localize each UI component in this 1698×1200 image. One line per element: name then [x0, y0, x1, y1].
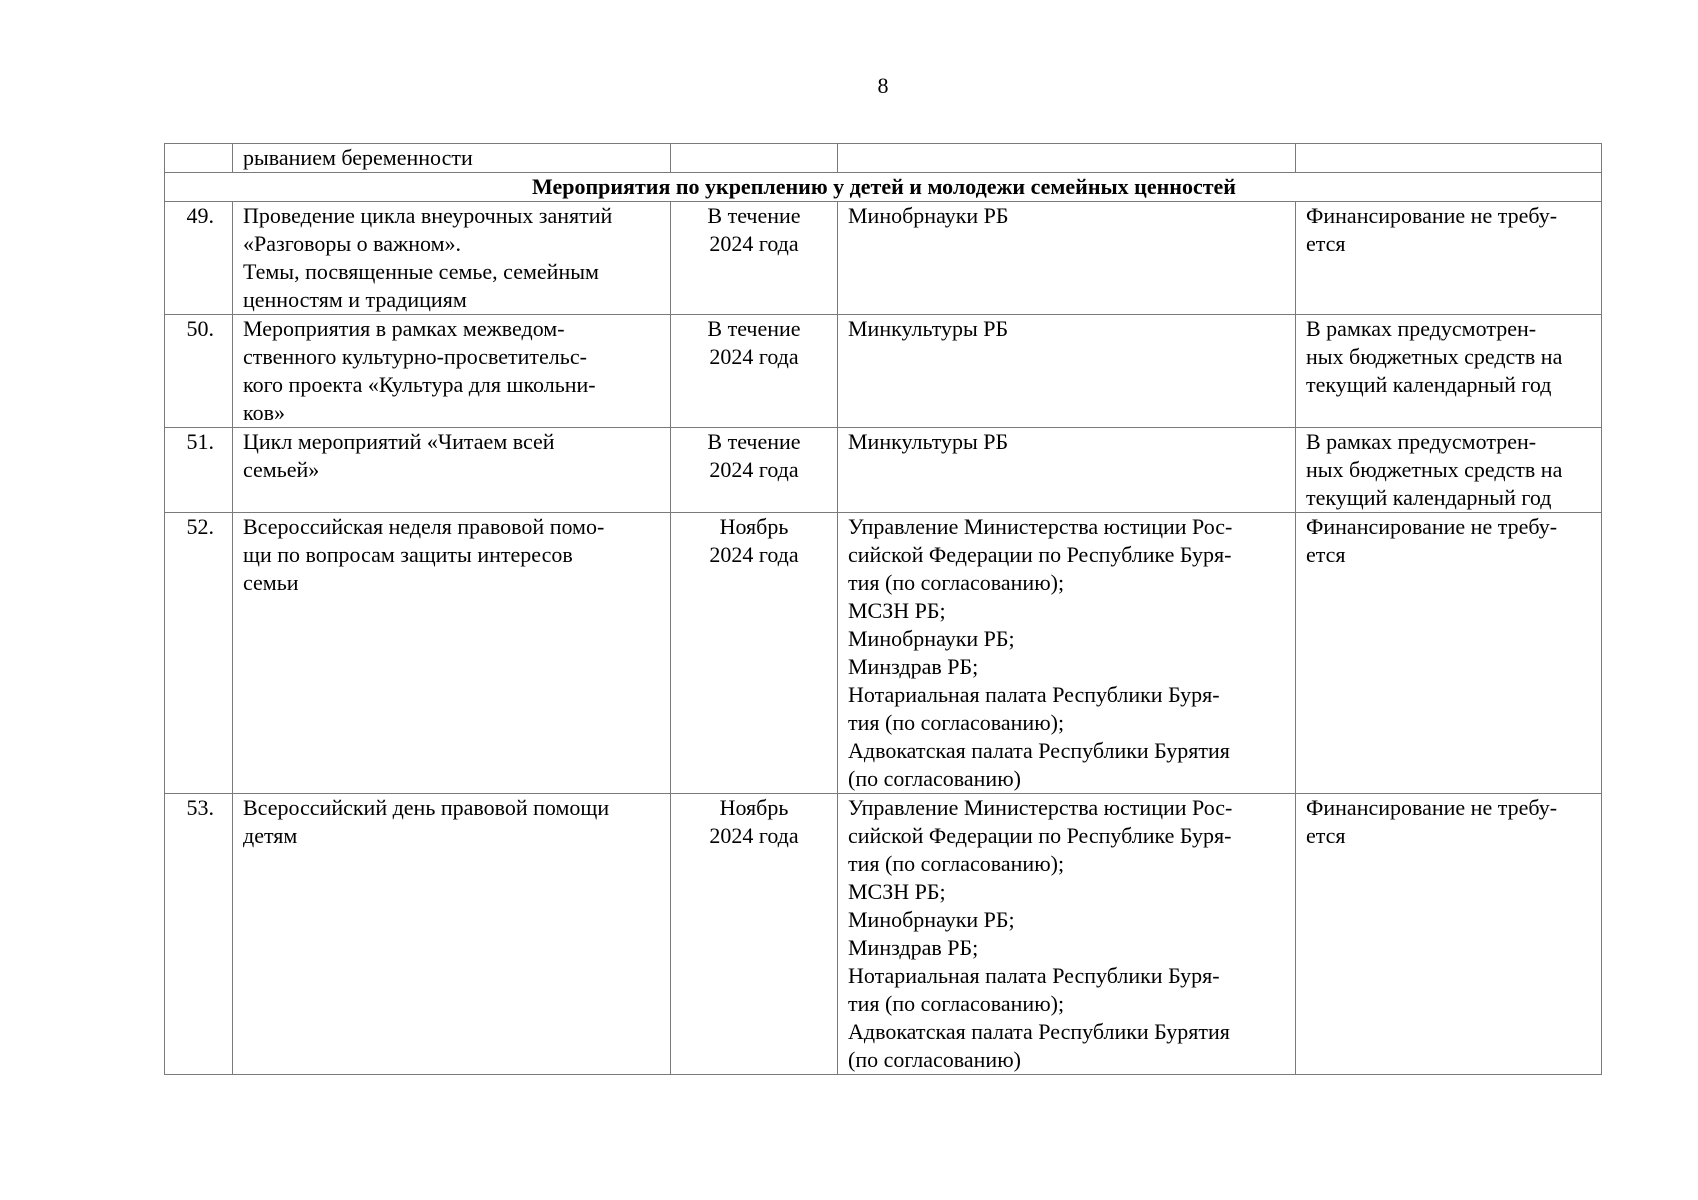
event-responsible-line: МСЗН РБ;: [848, 879, 946, 904]
table-row: [165, 513, 1602, 794]
event-responsible-line: Минкультуры РБ: [848, 429, 1009, 454]
event-term-line: Ноябрь: [719, 514, 789, 539]
event-name-line: семьей»: [243, 457, 320, 482]
event-name-line: семьи: [243, 570, 299, 595]
event-responsible-line: Минобрнауки РБ;: [848, 626, 1015, 651]
event-number: 53.: [165, 794, 233, 1075]
event-number: 51.: [165, 428, 233, 513]
event-name-cell: [233, 315, 671, 428]
event-name-line: детям: [243, 823, 298, 848]
event-responsible-line: сийской Федерации по Республике Буря-: [848, 542, 1232, 567]
event-financing-line: Финансирование не требу-: [1306, 203, 1558, 228]
event-responsible-line: Минобрнауки РБ: [848, 203, 1009, 228]
event-name-line: Темы, посвященные семье, семейным: [243, 259, 599, 284]
event-term-line: Ноябрь: [719, 795, 789, 820]
event-term-cell: [671, 315, 838, 428]
event-financing-line: Финансирование не требу-: [1306, 795, 1558, 820]
event-name-cell: [233, 202, 671, 315]
event-financing-line: текущий календарный год: [1306, 485, 1552, 510]
event-responsible-line: Управление Министерства юстиции Рос-: [848, 514, 1233, 539]
event-financing-line: ных бюджетных средств на: [1306, 344, 1563, 369]
event-responsible-line: Минобрнауки РБ;: [848, 907, 1015, 932]
table-row: [165, 202, 1602, 315]
event-responsible-line: МСЗН РБ;: [848, 598, 946, 623]
event-responsible-line: тия (по согласованию);: [848, 851, 1065, 876]
continuation-resp-cell: [838, 144, 1296, 173]
event-responsible-line: Минздрав РБ;: [848, 935, 979, 960]
event-responsible-line: (по согласованию): [848, 766, 1021, 791]
event-term-line: 2024 года: [709, 542, 799, 567]
event-responsible-line: сийской Федерации по Республике Буря-: [848, 823, 1232, 848]
event-term-cell: [671, 428, 838, 513]
section-header-row: [165, 173, 1602, 202]
event-responsible-line: тия (по согласованию);: [848, 710, 1065, 735]
event-term-line: В течение: [707, 203, 801, 228]
event-name-line: ственного культурно-просветительс-: [243, 344, 587, 369]
continuation-row: [165, 144, 1602, 173]
event-term-cell: [671, 794, 838, 1075]
event-responsible-line: Минкультуры РБ: [848, 316, 1009, 341]
event-name-line: Всероссийский день правовой помощи: [243, 795, 610, 820]
event-financing-cell: [1296, 315, 1602, 428]
event-term-line: 2024 года: [709, 344, 799, 369]
section-title: Мероприятия по укреплению у детей и молодежи семейных ценностей: [165, 173, 1602, 202]
continuation-name-line: рыванием беременности: [243, 145, 473, 170]
event-responsible-cell: [838, 513, 1296, 794]
event-financing-line: ется: [1306, 231, 1346, 256]
event-name-line: ков»: [243, 400, 285, 425]
event-term-line: 2024 года: [709, 823, 799, 848]
event-financing-line: ется: [1306, 542, 1346, 567]
event-name-line: ценностям и традициям: [243, 287, 467, 312]
event-responsible-line: Минздрав РБ;: [848, 654, 979, 679]
event-name-cell: [233, 794, 671, 1075]
events-table-body: [165, 144, 1602, 1075]
event-financing-line: В рамках предусмотрен-: [1306, 316, 1537, 341]
continuation-fin-cell: [1296, 144, 1602, 173]
event-term-cell: [671, 202, 838, 315]
event-number: 49.: [165, 202, 233, 315]
event-name-line: «Разговоры о важном».: [243, 231, 462, 256]
event-financing-cell: [1296, 202, 1602, 315]
continuation-num-cell: [165, 144, 233, 173]
event-name-line: Всероссийская неделя правовой помо-: [243, 514, 605, 539]
event-responsible-line: Адвокатская палата Республики Бурятия: [848, 1019, 1230, 1044]
event-name-cell: [233, 428, 671, 513]
continuation-name-cell: [233, 144, 671, 173]
event-responsible-line: (по согласованию): [848, 1047, 1021, 1072]
event-financing-line: В рамках предусмотрен-: [1306, 429, 1537, 454]
event-responsible-line: Управление Министерства юстиции Рос-: [848, 795, 1233, 820]
event-number: 50.: [165, 315, 233, 428]
table-row: [165, 315, 1602, 428]
event-number: 52.: [165, 513, 233, 794]
event-name-line: щи по вопросам защиты интересов: [243, 542, 573, 567]
event-financing-line: Финансирование не требу-: [1306, 514, 1558, 539]
event-responsible-line: Адвокатская палата Республики Бурятия: [848, 738, 1230, 763]
event-name-cell: [233, 513, 671, 794]
page-number: 8: [877, 73, 889, 98]
event-responsible-cell: [838, 315, 1296, 428]
event-term-line: В течение: [707, 429, 801, 454]
event-term-line: 2024 года: [709, 231, 799, 256]
table-row: [165, 794, 1602, 1075]
event-responsible-line: тия (по согласованию);: [848, 991, 1065, 1016]
event-name-line: Мероприятия в рамках межведом-: [243, 316, 565, 341]
event-financing-line: ется: [1306, 823, 1346, 848]
event-financing-cell: [1296, 794, 1602, 1075]
event-responsible-line: тия (по согласованию);: [848, 570, 1065, 595]
event-term-line: 2024 года: [709, 457, 799, 482]
event-responsible-cell: [838, 428, 1296, 513]
event-name-line: Цикл мероприятий «Читаем всей: [243, 429, 555, 454]
event-responsible-cell: [838, 794, 1296, 1075]
event-financing-cell: [1296, 428, 1602, 513]
events-table: [164, 143, 1602, 1075]
event-name-line: кого проекта «Культура для школьни-: [243, 372, 596, 397]
event-name-line: Проведение цикла внеурочных занятий: [243, 203, 613, 228]
event-responsible-line: Нотариальная палата Республики Буря-: [848, 963, 1220, 988]
event-financing-line: текущий календарный год: [1306, 372, 1552, 397]
event-term-cell: [671, 513, 838, 794]
table-row: [165, 428, 1602, 513]
event-financing-line: ных бюджетных средств на: [1306, 457, 1563, 482]
continuation-term-cell: [671, 144, 838, 173]
event-financing-cell: [1296, 513, 1602, 794]
event-responsible-line: Нотариальная палата Республики Буря-: [848, 682, 1220, 707]
event-responsible-cell: [838, 202, 1296, 315]
event-term-line: В течение: [707, 316, 801, 341]
